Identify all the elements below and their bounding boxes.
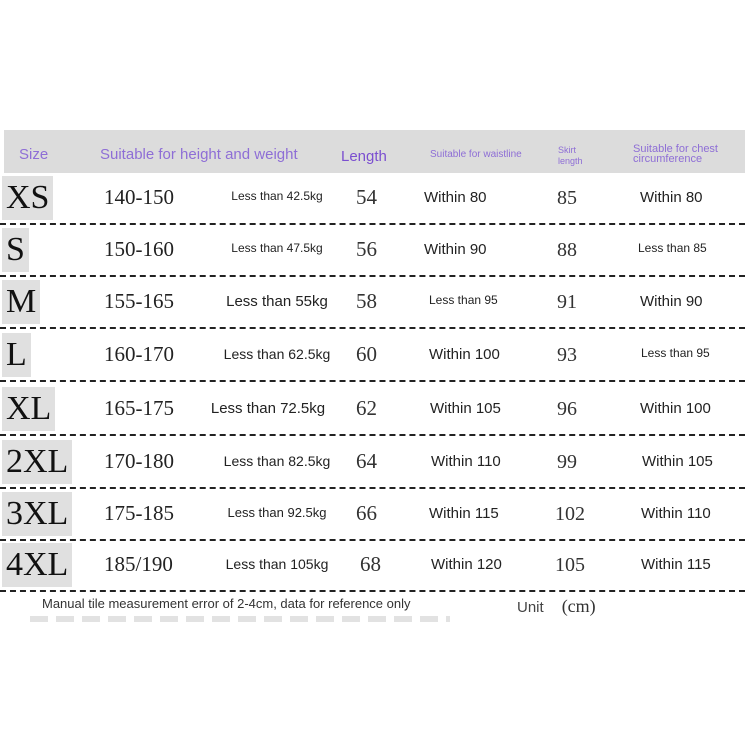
header-chest: Suitable for chest circumference — [633, 143, 718, 165]
size-label: 2XL — [2, 440, 72, 484]
table-row — [0, 489, 745, 541]
weight-limit: Less than 47.5kg — [231, 241, 323, 255]
row-divider — [0, 380, 745, 382]
height-range: 170-180 — [104, 449, 174, 473]
chest-value: Within 105 — [642, 453, 713, 470]
table-row — [0, 330, 745, 382]
waistline-value: Within 90 — [424, 241, 487, 258]
unit-text: Unit — [517, 599, 544, 616]
table-row — [0, 384, 745, 436]
header-size: Size — [19, 146, 49, 163]
length-value: 66 — [356, 501, 377, 525]
weight-limit: Less than 62.5kg — [223, 346, 331, 362]
chest-value: Within 90 — [640, 293, 703, 310]
header-height-weight: Suitable for height and weight — [100, 146, 298, 163]
header-skirt-length: Skirt length — [558, 145, 583, 166]
height-range: 165-175 — [104, 396, 174, 420]
table-row — [0, 277, 745, 329]
length-value: 60 — [356, 342, 377, 366]
weight-limit: Less than 92.5kg — [227, 505, 327, 520]
height-range: 150-160 — [104, 237, 174, 261]
weight-limit: Less than 105kg — [225, 556, 329, 572]
size-label: XL — [2, 387, 55, 431]
skirt-length-value: 88 — [557, 239, 577, 261]
waistline-value: Within 100 — [429, 346, 500, 363]
table-row — [0, 225, 745, 277]
skirt-length-value: 93 — [557, 344, 577, 366]
skirt-length-value: 99 — [557, 451, 577, 473]
header-length: Length — [341, 148, 387, 165]
row-divider — [0, 327, 745, 329]
chest-value: Within 100 — [640, 400, 711, 417]
table-row — [0, 173, 745, 225]
skirt-length-value: 105 — [555, 554, 585, 576]
chest-value: Within 115 — [641, 556, 711, 573]
row-divider — [0, 434, 745, 436]
row-divider — [0, 590, 745, 592]
skirt-length-value: 96 — [557, 398, 577, 420]
length-value: 54 — [356, 185, 377, 209]
unit-label — [517, 596, 596, 617]
size-label: 3XL — [2, 492, 72, 536]
size-label: L — [2, 333, 31, 377]
table-row — [0, 437, 745, 489]
length-value: 56 — [356, 237, 377, 261]
chest-value: Less than 85 — [638, 241, 707, 255]
size-label: XS — [2, 176, 53, 220]
length-value: 58 — [356, 289, 377, 313]
header-waistline: Suitable for waistline — [430, 149, 522, 160]
skirt-length-value: 91 — [557, 291, 577, 313]
chest-value: Less than 95 — [641, 346, 710, 360]
weight-limit: Less than 55kg — [226, 293, 328, 310]
waistline-value: Less than 95 — [429, 293, 498, 307]
waistline-value: Within 105 — [430, 400, 501, 417]
waistline-value: Within 120 — [431, 556, 502, 573]
height-range: 155-165 — [104, 289, 174, 313]
size-label: M — [2, 280, 40, 324]
length-value: 64 — [356, 449, 377, 473]
height-range: 175-185 — [104, 501, 174, 525]
faded-text-smudge — [30, 616, 450, 622]
weight-limit: Less than 42.5kg — [231, 189, 323, 203]
chest-value: Within 80 — [640, 189, 703, 206]
size-label: S — [2, 228, 29, 272]
size-label: 4XL — [2, 543, 72, 587]
chest-value: Within 110 — [641, 505, 711, 522]
weight-limit: Less than 72.5kg — [210, 400, 326, 417]
waistline-value: Within 110 — [431, 453, 501, 470]
unit-value: (cm) — [561, 596, 596, 616]
height-range: 185/190 — [104, 552, 173, 576]
length-value: 68 — [360, 552, 381, 576]
length-value: 62 — [356, 396, 377, 420]
waistline-value: Within 80 — [424, 189, 487, 206]
measurement-note: Manual tile measurement error of 2-4cm, data for reference only — [42, 596, 411, 611]
skirt-length-value: 102 — [555, 503, 585, 525]
table-row — [0, 540, 745, 592]
skirt-length-value: 85 — [557, 187, 577, 209]
height-range: 160-170 — [104, 342, 174, 366]
weight-limit: Less than 82.5kg — [223, 453, 331, 469]
height-range: 140-150 — [104, 185, 174, 209]
waistline-value: Within 115 — [429, 505, 499, 522]
